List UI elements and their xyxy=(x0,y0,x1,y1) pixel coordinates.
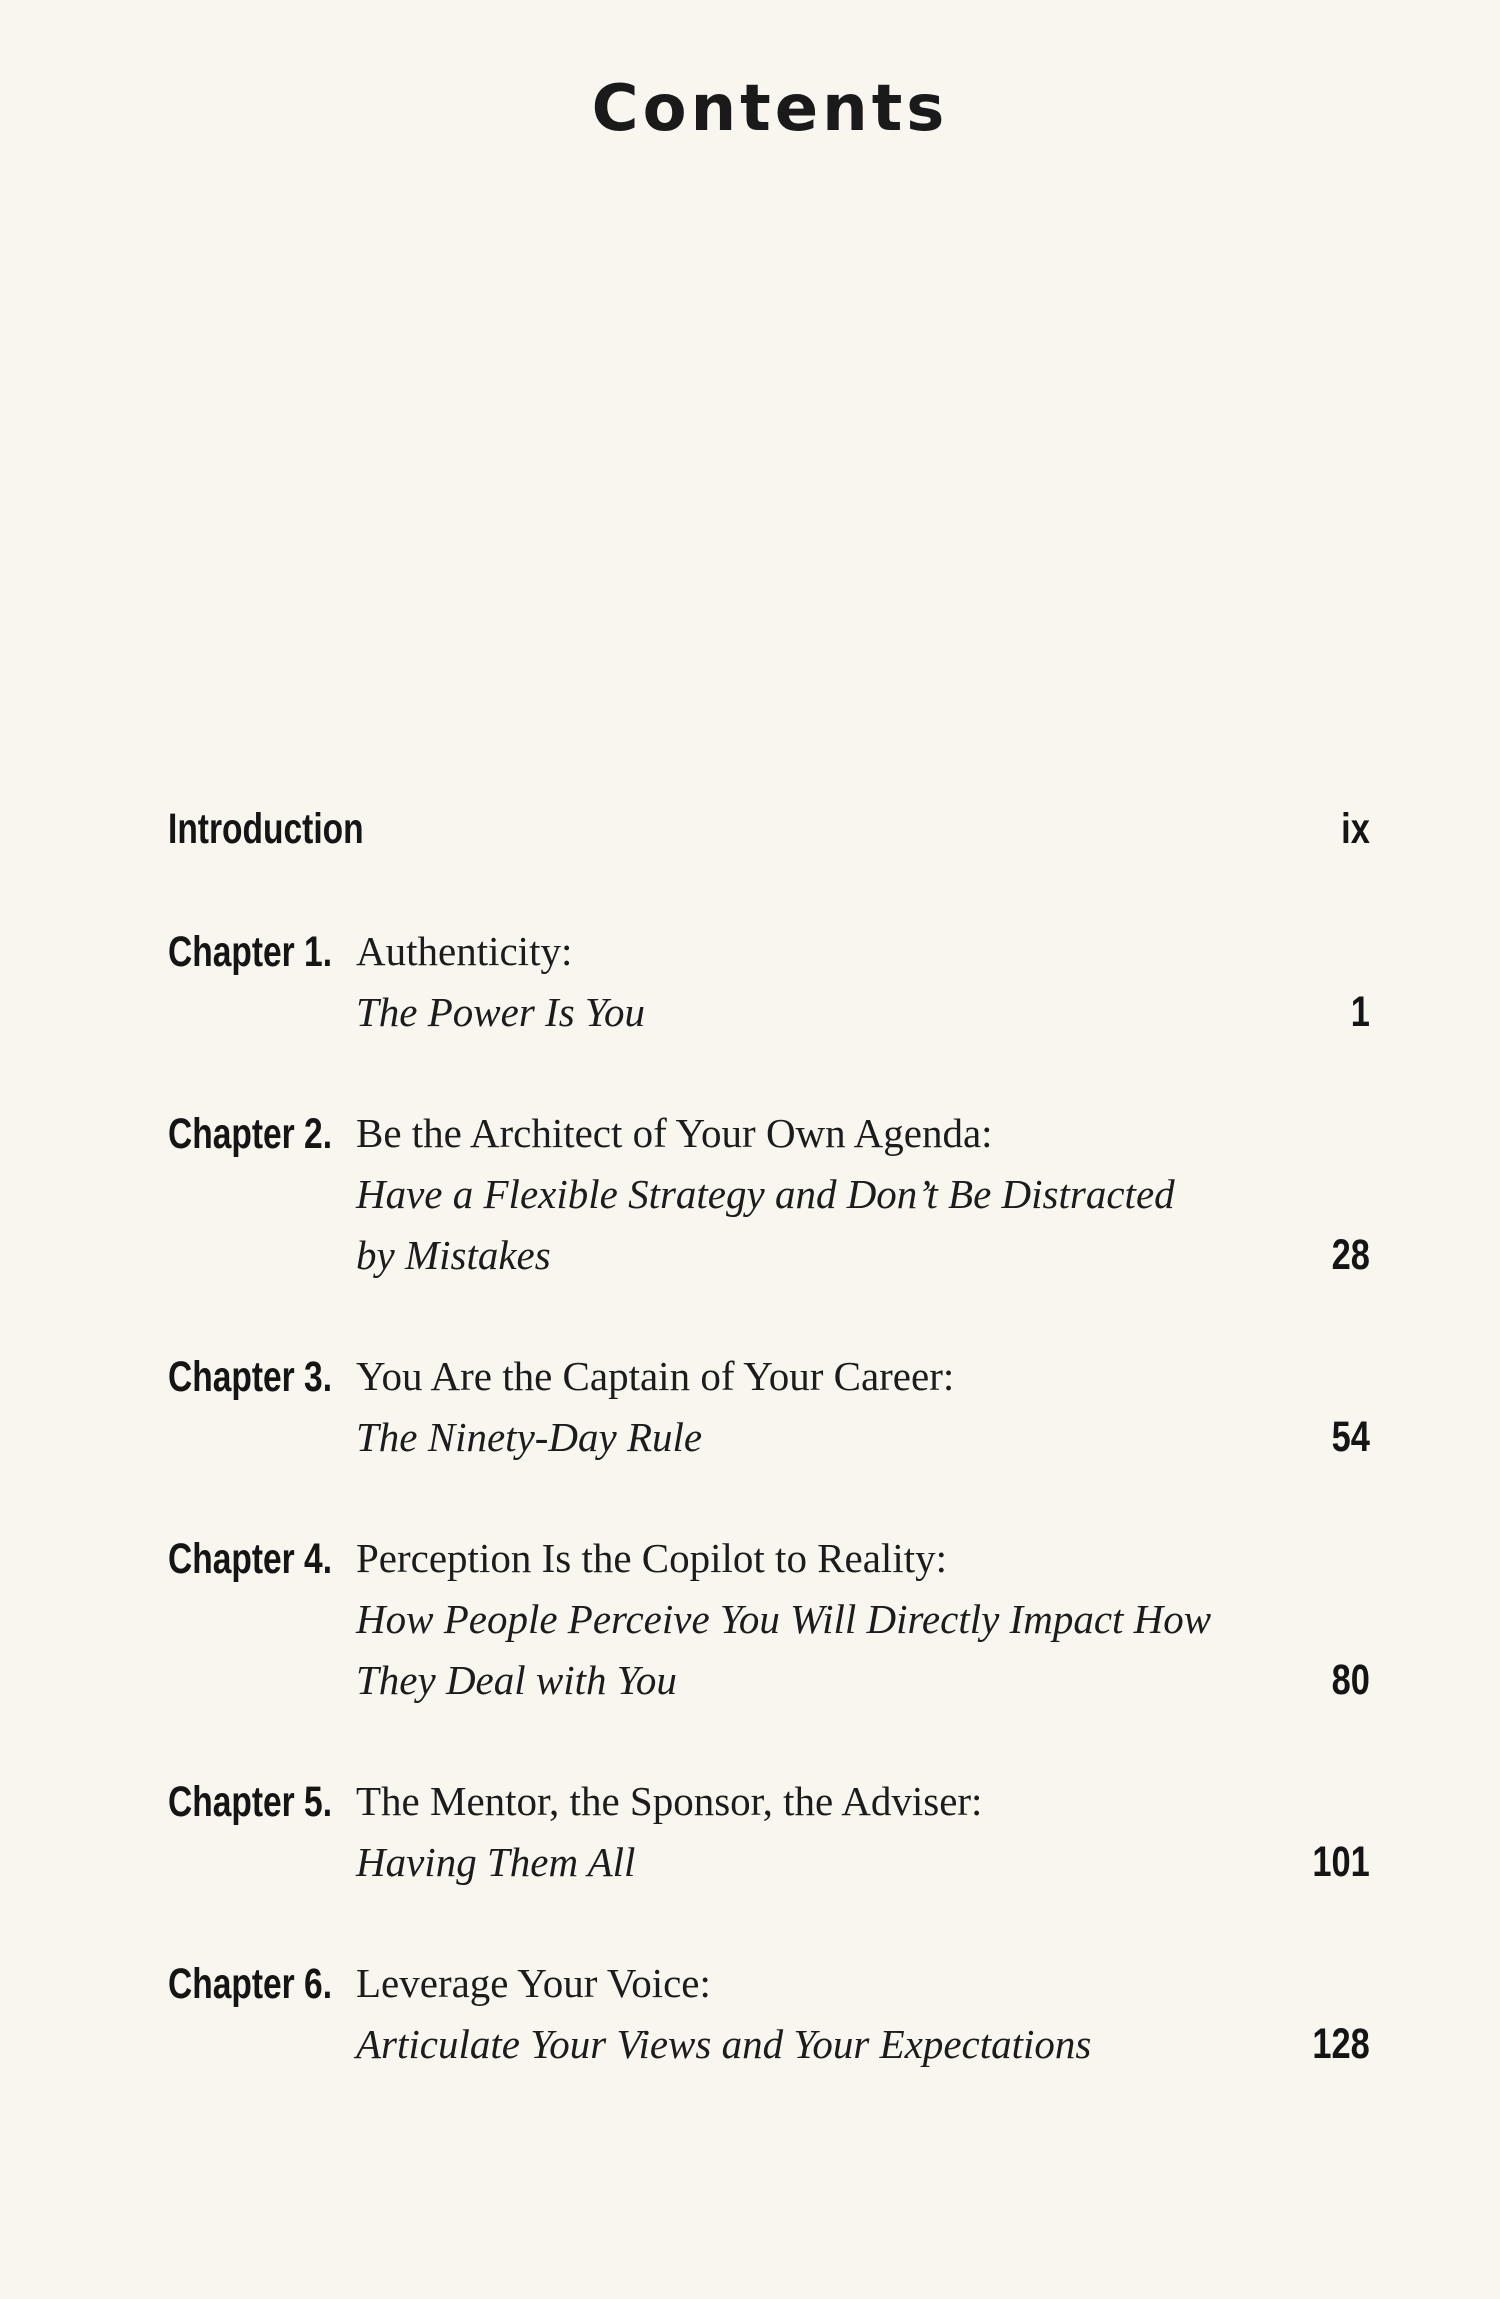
chapter-subtitle-line: The Power Is You xyxy=(356,989,645,1035)
chapter-title: Authenticity: xyxy=(356,928,573,974)
chapter-label: Chapter 6. xyxy=(168,1960,333,2008)
chapter-label: Chapter 3. xyxy=(168,1353,333,1401)
chapter-title: The Mentor, the Sponsor, the Adviser: xyxy=(356,1778,983,1824)
introduction-page-number: ix xyxy=(1341,805,1370,853)
chapter-title: You Are the Captain of Your Career: xyxy=(356,1353,955,1399)
chapter-label: Chapter 4. xyxy=(168,1535,333,1583)
chapter-subtitle-line: by Mistakes xyxy=(356,1232,551,1278)
chapter-label: Chapter 5. xyxy=(168,1778,333,1826)
chapter-label: Chapter 2. xyxy=(168,1110,333,1158)
chapter-page-number: 80 xyxy=(1331,1656,1370,1704)
chapter-subtitle-line: Have a Flexible Strategy and Don’t Be Distracted xyxy=(356,1171,1175,1217)
chapter-page-number: 128 xyxy=(1312,2020,1370,2068)
chapter-page-number: 101 xyxy=(1312,1838,1370,1886)
chapter-page-number: 54 xyxy=(1331,1413,1370,1461)
chapter-page-number: 28 xyxy=(1331,1231,1370,1279)
chapter-subtitle-line: How People Perceive You Will Directly Impact How xyxy=(356,1596,1212,1642)
chapter-page-number: 1 xyxy=(1350,988,1370,1036)
chapter-label: Chapter 1. xyxy=(168,928,333,976)
chapter-subtitle-line: They Deal with You xyxy=(356,1657,677,1703)
chapter-title: Be the Architect of Your Own Agenda: xyxy=(356,1110,993,1156)
chapter-title: Leverage Your Voice: xyxy=(356,1960,711,2006)
chapter-subtitle-line: Articulate Your Views and Your Expectations xyxy=(356,2021,1092,2067)
chapter-subtitle-line: The Ninety-Day Rule xyxy=(356,1414,703,1460)
chapter-title: Perception Is the Copilot to Reality: xyxy=(356,1535,947,1581)
page-title: Contents xyxy=(591,72,949,146)
introduction-label: Introduction xyxy=(168,805,364,853)
chapter-subtitle-line: Having Them All xyxy=(356,1839,636,1885)
